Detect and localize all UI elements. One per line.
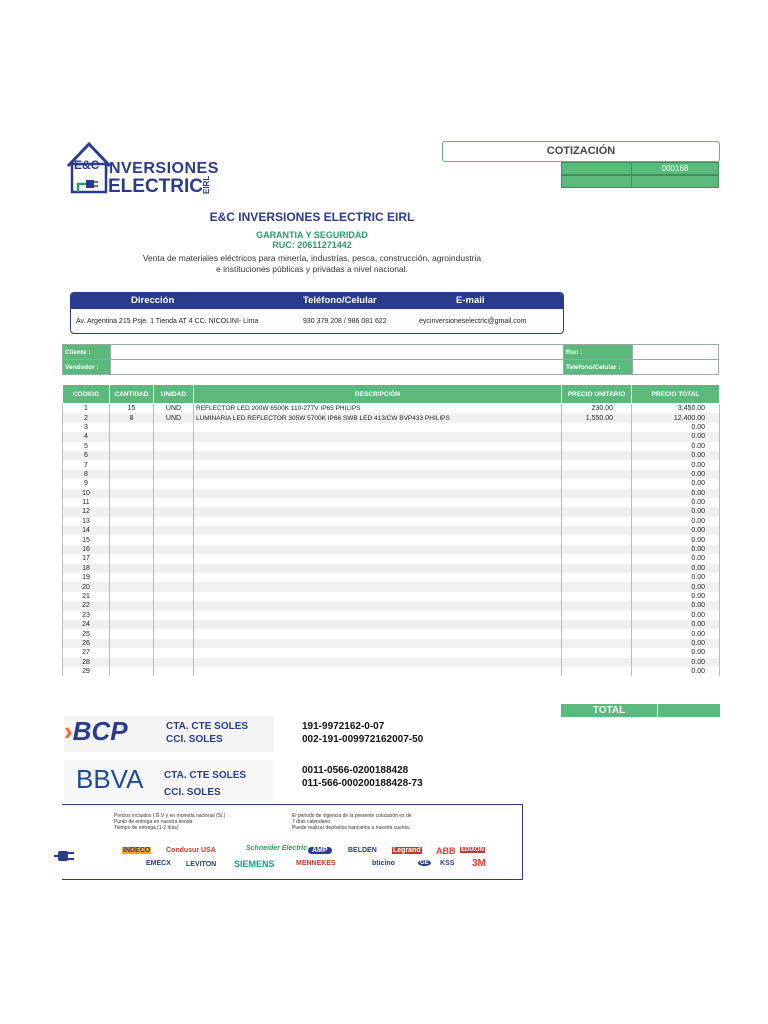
cell-qty: [110, 489, 154, 498]
cell-code: 1: [63, 404, 110, 414]
cell-unit-price: [562, 648, 632, 657]
cell-desc: [194, 432, 562, 441]
cell-desc: [194, 564, 562, 573]
cell-total: 0.00: [632, 470, 720, 479]
cell-qty: [110, 648, 154, 657]
cell-unit-price: [562, 479, 632, 488]
cell-unit-price: [562, 667, 632, 676]
col-code: CODIGO: [63, 385, 110, 404]
cell-unit-price: [562, 629, 632, 638]
cell-unit: [154, 592, 194, 601]
cell-code: 12: [63, 507, 110, 516]
note-left-3: Tiempo de entrega (1-2 días): [114, 825, 179, 831]
cell-unit: [154, 658, 194, 667]
cell-unit: [154, 470, 194, 479]
cell-qty: [110, 582, 154, 591]
company-name: E&C INVERSIONES ELECTRIC EIRL: [209, 210, 415, 224]
brand-belden: BELDEN: [348, 847, 377, 854]
phone-value: 930 379 208 / 986 081 622: [303, 318, 387, 325]
cell-unit-price: 230.00: [562, 404, 632, 414]
cell-total: 0.00: [632, 451, 720, 460]
cell-unit-price: [562, 592, 632, 601]
cell-desc: [194, 545, 562, 554]
bcp-arrow-icon: ›: [64, 716, 73, 746]
cell-qty: [110, 479, 154, 488]
table-row: [63, 592, 720, 601]
table-row: [63, 639, 720, 648]
cell-code: 11: [63, 498, 110, 507]
ruc-label: Ruc :: [564, 345, 633, 360]
cell-qty: [110, 451, 154, 460]
cell-qty: [110, 667, 154, 676]
cell-total: 0.00: [632, 648, 720, 657]
cell-qty: [110, 639, 154, 648]
cell-desc: [194, 507, 562, 516]
cell-total: 0.00: [632, 423, 720, 432]
cell-total: 0.00: [632, 601, 720, 610]
brand-condusur: Condusur USA: [166, 847, 216, 854]
cell-desc: [194, 517, 562, 526]
cell-total: 0.00: [632, 460, 720, 469]
table-row: [63, 470, 720, 479]
cell-unit: [154, 573, 194, 582]
cell-total: 0.00: [632, 535, 720, 544]
plug-icon: [54, 845, 76, 867]
quote-label-cell: [561, 162, 632, 175]
cell-desc: [194, 554, 562, 563]
cell-total: 0.00: [632, 592, 720, 601]
table-row: [63, 442, 720, 451]
cell-total: 0.00: [632, 620, 720, 629]
cell-qty: [110, 629, 154, 638]
cell-qty: [110, 470, 154, 479]
cell-unit-price: [562, 489, 632, 498]
cell-unit: [154, 582, 194, 591]
logo-name-line1: INVERSIONES: [104, 160, 219, 177]
cell-code: 8: [63, 470, 110, 479]
cell-total: 0.00: [632, 582, 720, 591]
cell-total: 0.00: [632, 432, 720, 441]
items-header-row: [63, 385, 720, 404]
bcp-logo-text: BCP: [72, 716, 128, 746]
cell-desc: [194, 648, 562, 657]
client-info-table: [62, 344, 719, 375]
cell-qty: [110, 620, 154, 629]
cell-unit-price: [562, 573, 632, 582]
cell-code: 10: [63, 489, 110, 498]
bbva-logo: BBVA: [76, 764, 144, 794]
bbva-label-cci: CCI. SOLES: [164, 787, 221, 798]
cell-desc: [194, 611, 562, 620]
brand-schneider: Schneider Electric: [246, 845, 308, 852]
cell-desc: [194, 535, 562, 544]
table-row: [63, 498, 720, 507]
cell-unit: [154, 517, 194, 526]
logo-suffix: EIRL: [202, 175, 211, 194]
client-label: Cliente :: [63, 345, 111, 360]
cell-desc: [194, 592, 562, 601]
table-row: [63, 573, 720, 582]
seller-label: Vendedor :: [63, 360, 111, 375]
cell-unit: [154, 526, 194, 535]
cell-unit: UND: [154, 404, 194, 414]
cell-desc: [194, 601, 562, 610]
cell-unit-price: [562, 554, 632, 563]
brand-ge: GE: [420, 860, 429, 866]
cell-qty: [110, 611, 154, 620]
ruc-value[interactable]: [633, 345, 719, 360]
cell-unit: [154, 498, 194, 507]
cell-total: 0.00: [632, 442, 720, 451]
brand-bticino: bticino: [372, 860, 395, 867]
cell-qty: [110, 517, 154, 526]
cell-code: 13: [63, 517, 110, 526]
cell-code: 9: [63, 479, 110, 488]
cell-unit: [154, 545, 194, 554]
table-row: [63, 611, 720, 620]
cell-desc: [194, 479, 562, 488]
cell-desc: [194, 442, 562, 451]
col-unit: UNIDAD: [154, 385, 194, 404]
brand-mennekes: MENNEKES: [296, 860, 336, 867]
table-row: [63, 629, 720, 638]
cell-desc: [194, 582, 562, 591]
table-row: [63, 535, 720, 544]
cell-code: 22: [63, 601, 110, 610]
cell-unit-price: [562, 517, 632, 526]
quote-date-cell: [631, 175, 719, 188]
cell-unit: [154, 451, 194, 460]
table-row: [63, 423, 720, 432]
bcp-label-cci: CCI. SOLES: [166, 734, 223, 745]
cell-desc: [194, 470, 562, 479]
cell-qty: [110, 442, 154, 451]
brand-legrand: Legrand: [393, 847, 421, 854]
table-row: [63, 404, 720, 414]
cell-code: 4: [63, 432, 110, 441]
cell-qty: 15: [110, 404, 154, 414]
cell-code: 19: [63, 573, 110, 582]
cell-qty: [110, 658, 154, 667]
col-unit-price: PRECIO UNITARIO: [562, 385, 632, 404]
cell-desc: [194, 526, 562, 535]
cell-desc: [194, 667, 562, 676]
table-row: [63, 620, 720, 629]
cell-unit-price: [562, 432, 632, 441]
cell-unit: [154, 564, 194, 573]
cell-unit-price: [562, 658, 632, 667]
cell-unit: [154, 423, 194, 432]
table-row: [63, 554, 720, 563]
cell-unit-price: [562, 498, 632, 507]
bbva-cci: 011-566-000200188428-73: [302, 778, 423, 789]
table-row: [63, 658, 720, 667]
brand-amp: AMP: [308, 847, 332, 854]
cell-unit-price: [562, 442, 632, 451]
cell-code: 2: [63, 413, 110, 422]
cell-total: 0.00: [632, 507, 720, 516]
table-row: [63, 526, 720, 535]
cell-qty: [110, 432, 154, 441]
cell-unit: [154, 535, 194, 544]
bcp-logo: [64, 716, 128, 747]
cell-code: 7: [63, 460, 110, 469]
table-row: [63, 601, 720, 610]
email-value[interactable]: eycinversioneselectric@gmail.com: [419, 318, 527, 325]
cell-qty: [110, 535, 154, 544]
cell-code: 5: [63, 442, 110, 451]
cell-unit-price: [562, 526, 632, 535]
table-row: [63, 545, 720, 554]
cell-code: 23: [63, 611, 110, 620]
cell-desc: [194, 489, 562, 498]
table-row: [63, 582, 720, 591]
table-row: [63, 667, 720, 676]
cell-total: 0.00: [632, 554, 720, 563]
cell-total: 0.00: [632, 489, 720, 498]
cell-code: 28: [63, 658, 110, 667]
total-value: [657, 704, 720, 717]
cell-desc: [194, 451, 562, 460]
note-left-1: Precios incluidos I.G.V y en moneda nacional (S/.): [114, 813, 226, 819]
cell-unit: [154, 507, 194, 516]
cell-total: 0.00: [632, 667, 720, 676]
cell-unit-price: 1,550.00: [562, 413, 632, 422]
total-label: TOTAL: [561, 704, 657, 717]
cell-unit: [154, 629, 194, 638]
cell-code: 14: [63, 526, 110, 535]
phone-client-value[interactable]: [633, 360, 719, 375]
company-header: [64, 207, 560, 287]
cell-desc: [194, 423, 562, 432]
table-row: [63, 507, 720, 516]
brand-siemens: SIEMENS: [234, 859, 275, 869]
cell-qty: [110, 545, 154, 554]
note-right-2: 7 días calendario.: [292, 819, 332, 825]
cell-desc: [194, 620, 562, 629]
contact-values: [71, 309, 563, 333]
cell-qty: [110, 507, 154, 516]
cell-total: 0.00: [632, 517, 720, 526]
cell-qty: [110, 592, 154, 601]
brand-leviton: LEVITON: [186, 861, 217, 868]
cell-unit-price: [562, 423, 632, 432]
col-desc: DESCRIPCIÓN: [194, 385, 562, 404]
note-right-3: Puede realizar depósitos bancarios a nuestra cuenta.: [292, 825, 411, 831]
cell-total: 3,450.00: [632, 404, 720, 414]
quote-number: 000168: [631, 162, 719, 175]
cell-code: 3: [63, 423, 110, 432]
cell-unit: [154, 648, 194, 657]
cell-unit: [154, 489, 194, 498]
cell-unit: [154, 611, 194, 620]
footer-panel: [62, 804, 523, 880]
cell-total: 0.00: [632, 479, 720, 488]
cell-desc: [194, 573, 562, 582]
cell-qty: 8: [110, 413, 154, 422]
company-slogan: GARANTIA Y SEGURIDAD: [256, 230, 368, 240]
quote-title: COTIZACIÓN: [442, 141, 720, 162]
cell-qty: [110, 564, 154, 573]
cell-desc: REFLECTOR LED 200W 6500K 110-277V IP65 PHILIPS: [194, 404, 562, 414]
brand-3m: 3M: [472, 858, 486, 869]
cell-code: 18: [63, 564, 110, 573]
cell-qty: [110, 526, 154, 535]
cell-total: 12,400.00: [632, 413, 720, 422]
cell-unit-price: [562, 639, 632, 648]
cell-code: 20: [63, 582, 110, 591]
address-value: Av. Argentina 215 Psje. 1 Tienda AT 4 CC. NICOLINI- Lima: [76, 318, 259, 325]
cell-unit: [154, 667, 194, 676]
cell-desc: [194, 460, 562, 469]
cell-code: 26: [63, 639, 110, 648]
cell-qty: [110, 460, 154, 469]
cell-unit: UND: [154, 413, 194, 422]
brand-abb: ABB: [436, 846, 456, 856]
email-header: E-mail: [456, 295, 485, 306]
cell-unit-price: [562, 451, 632, 460]
cell-qty: [110, 601, 154, 610]
cell-code: 16: [63, 545, 110, 554]
address-header: Dirección: [131, 295, 175, 306]
contact-bar: [70, 292, 564, 334]
cell-code: 24: [63, 620, 110, 629]
cell-code: 17: [63, 554, 110, 563]
cell-unit: [154, 554, 194, 563]
phone-header: Teléfono/Celular: [303, 295, 377, 306]
cell-unit: [154, 460, 194, 469]
cell-total: 0.00: [632, 573, 720, 582]
table-row: [63, 564, 720, 573]
items-table: [62, 384, 720, 676]
quote-date-label-cell: [561, 175, 632, 188]
table-row: [63, 517, 720, 526]
cell-unit: [154, 442, 194, 451]
cell-code: 27: [63, 648, 110, 657]
table-row: [63, 479, 720, 488]
brand-kss: KSS: [440, 860, 455, 867]
cell-unit: [154, 432, 194, 441]
cell-total: 0.00: [632, 564, 720, 573]
bcp-account: 191-9972162-0-07: [302, 721, 385, 732]
notes-right: [292, 813, 412, 831]
logo-name-line2: ELECTRIC: [108, 176, 203, 197]
cell-code: 29: [63, 667, 110, 676]
cell-desc: [194, 629, 562, 638]
cell-total: 0.00: [632, 545, 720, 554]
cell-unit-price: [562, 582, 632, 591]
bbva-label-cta: CTA. CTE SOLES: [164, 770, 247, 781]
cell-qty: [110, 498, 154, 507]
cell-total: 0.00: [632, 526, 720, 535]
cell-unit-price: [562, 507, 632, 516]
cell-unit-price: [562, 460, 632, 469]
cell-unit-price: [562, 601, 632, 610]
cell-unit: [154, 620, 194, 629]
cell-unit-price: [562, 611, 632, 620]
cell-unit-price: [562, 620, 632, 629]
table-row: [63, 489, 720, 498]
cell-desc: [194, 498, 562, 507]
bcp-label-cta: CTA. CTE SOLES: [166, 721, 249, 732]
cell-unit-price: [562, 535, 632, 544]
cell-qty: [110, 573, 154, 582]
brand-edixon: EDIXON: [461, 847, 485, 853]
company-ruc: RUC: 20611271442: [272, 240, 352, 250]
cell-unit: [154, 479, 194, 488]
table-row: [63, 451, 720, 460]
cell-total: 0.00: [632, 629, 720, 638]
company-description: Venta de materiales eléctricos para minería, industrias, pesca, construcción, agroindustria e instituciones públicas y privadas a nivel nacional.: [142, 253, 482, 274]
table-row: [63, 413, 720, 422]
cell-total: 0.00: [632, 639, 720, 648]
cell-unit-price: [562, 545, 632, 554]
cell-unit: [154, 601, 194, 610]
cell-code: 21: [63, 592, 110, 601]
seller-value[interactable]: [111, 360, 564, 375]
cell-code: 25: [63, 629, 110, 638]
cell-unit-price: [562, 564, 632, 573]
client-value[interactable]: [111, 345, 564, 360]
cell-total: 0.00: [632, 498, 720, 507]
note-left-2: Punto de entrega en nuestra tienda: [114, 819, 193, 825]
brand-indeco: INDECO: [123, 847, 151, 854]
bbva-account: 0011-0566-0200188428: [302, 765, 409, 776]
cell-desc: [194, 639, 562, 648]
note-right-1: El periodo de vigencia de la presente cotización es de: [292, 813, 412, 819]
cell-unit: [154, 639, 194, 648]
phone-label: Telefono/Celular :: [564, 360, 633, 375]
notes-left: [114, 813, 225, 831]
cell-qty: [110, 554, 154, 563]
bcp-cci: 002-191-009972162007-50: [302, 734, 424, 745]
cell-code: 6: [63, 451, 110, 460]
col-total: PRECIO TOTAL: [632, 385, 720, 404]
brand-emecx: EMECX: [146, 860, 171, 867]
cell-desc: [194, 658, 562, 667]
table-row: [63, 432, 720, 441]
cell-unit-price: [562, 470, 632, 479]
table-row: [63, 648, 720, 657]
cell-total: 0.00: [632, 658, 720, 667]
cell-desc: LUMINARIA LED REFLECTOR 305W 5700K IP66 SWB LED 413/CW BVP433 PHILIPS: [194, 413, 562, 422]
logo-mark: E&C: [74, 158, 100, 172]
col-qty: CANTIDAD: [110, 385, 154, 404]
cell-total: 0.00: [632, 611, 720, 620]
cell-code: 15: [63, 535, 110, 544]
cell-qty: [110, 423, 154, 432]
contact-headers: [71, 293, 563, 309]
table-row: [63, 460, 720, 469]
